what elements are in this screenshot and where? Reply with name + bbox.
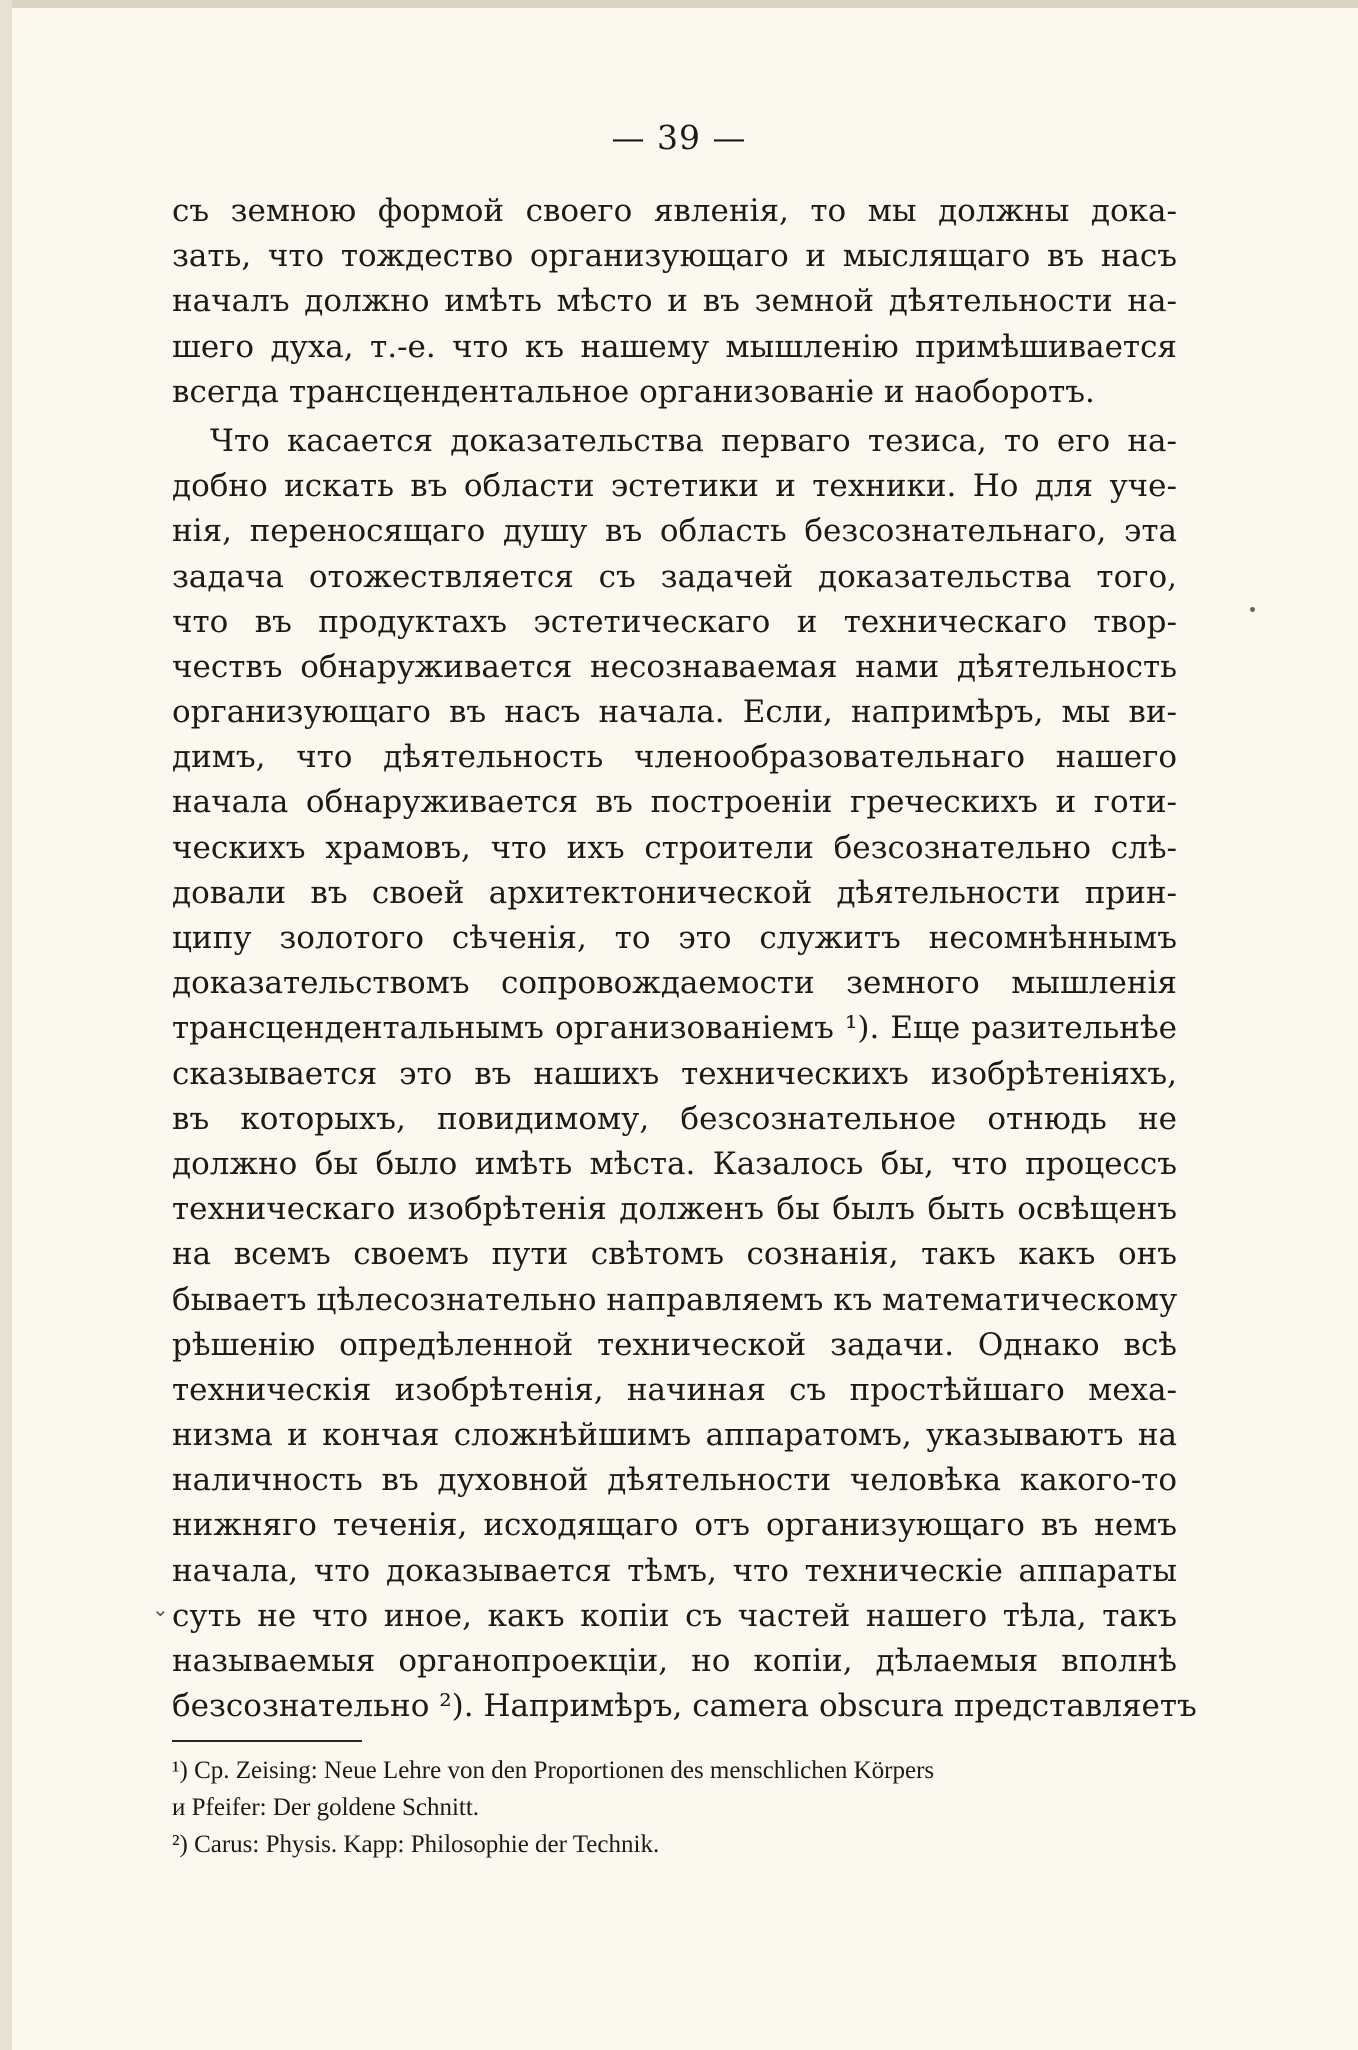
text-line: суть не что иное, какъ копіи съ частей нашего тѣла, такъ	[172, 1597, 1177, 1634]
text-line: что въ продуктахъ эстетическаго и техническаго твор-	[172, 603, 1177, 640]
text-line: низма и кончая сложнѣйшимъ аппаратомъ, указываютъ на	[172, 1417, 1177, 1454]
text-line: всегда трансцендентальное организованіе и наоборотъ.	[172, 373, 1095, 410]
text-line: рѣшенію опредѣленной технической задачи. Однако всѣ	[172, 1326, 1177, 1363]
text-line: нія, переносящаго душу въ область безсознательнаго, эта	[172, 513, 1177, 550]
text-line: техническаго изобрѣтенія долженъ бы былъ быть освѣщенъ	[172, 1191, 1177, 1228]
text-line: Что касается доказательства перваго тезиса, то его на-	[210, 422, 1177, 459]
text-line: въ которыхъ, повидимому, безсознательное отнюдь не	[172, 1100, 1177, 1137]
text-line: доказательствомъ сопровождаемости земного мышленія	[172, 965, 1177, 1002]
footnote-line: и Pfeifer: Der goldene Schnitt.	[172, 1794, 480, 1821]
text-line: довали въ своей архитектонической дѣятельности прин-	[172, 874, 1177, 911]
text-line: должно бы было имѣть мѣста. Казалось бы, что процессъ	[172, 1145, 1177, 1182]
text-line: называемыя органопроекціи, но копіи, дѣлаемыя вполнѣ	[172, 1643, 1177, 1679]
text-line: на всемъ своемъ пути свѣтомъ сознанія, такъ какъ онъ	[172, 1236, 1177, 1273]
scan-edge-left	[0, 0, 12, 2050]
text-line: задача отожествляется съ задачей доказательства того,	[172, 558, 1177, 595]
text-line: шего духа, т.-е. что къ нашему мышленію примѣшивается	[172, 328, 1177, 365]
text-line: трансцендентальнымъ организованіемъ ¹). Еще разительнѣе	[172, 1010, 1177, 1047]
text-line: съ земною формой своего явленія, то мы должны дока-	[172, 193, 1177, 229]
scan-speck	[1250, 607, 1255, 612]
footnote-line: ¹) Cp. Zeising: Neue Lehre von den Proportionen des menschlichen Körpers	[172, 1757, 935, 1784]
footnote-rule	[172, 1740, 362, 1742]
text-line: безсознательно ²). Напримѣръ, camera obscura представляетъ	[172, 1688, 1197, 1725]
text-line: начала обнаруживается въ построеніи греческихъ и готи-	[172, 784, 1177, 821]
text-line: началъ должно имѣть мѣсто и въ земной дѣятельности на-	[172, 283, 1177, 320]
margin-mark: ⌄	[152, 1597, 169, 1621]
text-line: ципу золотого сѣченія, то это служитъ несомнѣннымъ	[172, 920, 1177, 956]
text-line: ческихъ храмовъ, что ихъ строители безсознательно слѣ-	[172, 829, 1177, 866]
text-line: нижняго теченія, исходящаго отъ организующаго въ немъ	[172, 1507, 1177, 1544]
scan-edge-top	[0, 0, 1358, 8]
text-line: сказывается это въ нашихъ техническихъ изобрѣтеніяхъ,	[172, 1055, 1177, 1092]
text-line: димъ, что дѣятельность членообразовательнаго нашего	[172, 739, 1177, 776]
text-line: организующаго въ насъ начала. Если, напримѣръ, мы ви-	[172, 694, 1177, 731]
text-line: зать, что тождество организующаго и мыслящаго въ насъ	[172, 238, 1177, 275]
text-line: начала, что доказывается тѣмъ, что техническіе аппараты	[172, 1552, 1177, 1589]
footnotes	[172, 1752, 1177, 1863]
text-line: чествъ обнаруживается несознаваемая нами дѣятельность	[172, 648, 1177, 685]
body-text	[172, 189, 1197, 1729]
page-number: — 39 —	[611, 118, 747, 157]
footnote-line: ²) Carus: Physis. Kapp: Philosophie der Technik.	[172, 1831, 660, 1858]
text-line: наличность въ духовной дѣятельности человѣка какого-то	[172, 1462, 1177, 1499]
text-line: бываетъ цѣлесознательно направляемъ къ математическому	[172, 1281, 1178, 1318]
text-line: техническія изобрѣтенія, начиная съ простѣйшаго меха-	[172, 1371, 1177, 1408]
text-line: добно искать въ области эстетики и техники. Но для уче-	[172, 468, 1177, 505]
